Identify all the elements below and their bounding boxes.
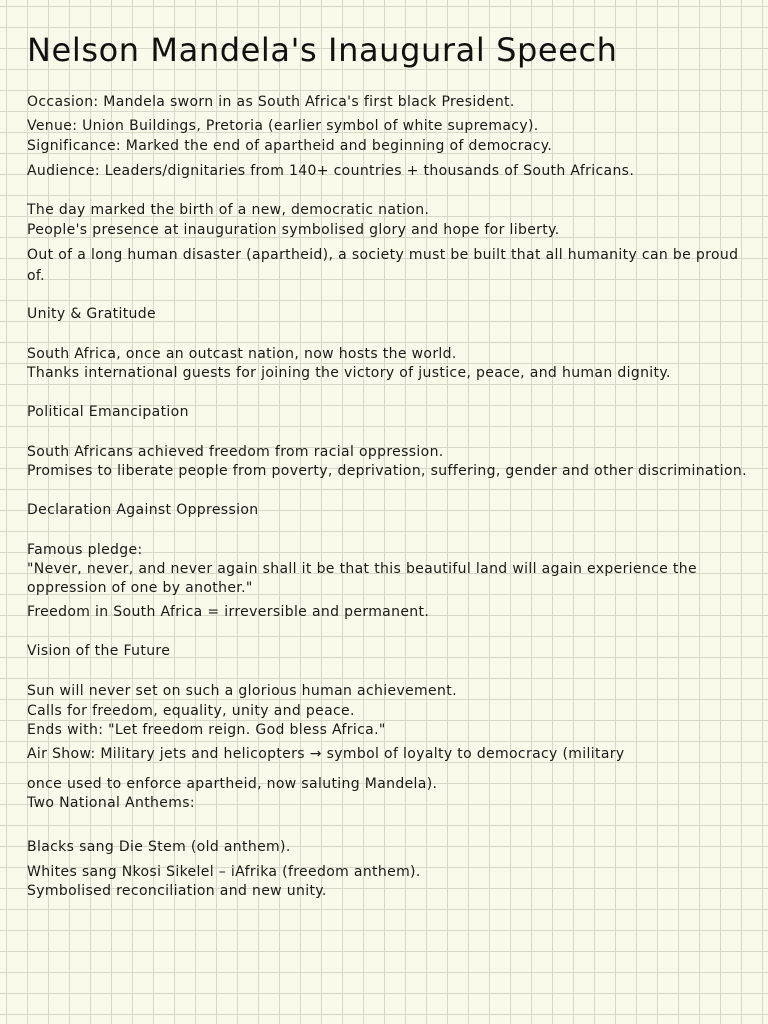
airshow-line: Air Show: Military jets and helicopters → symbol of loyalty to democracy (military	[27, 746, 625, 762]
opening-line-3: Out of a long human disaster (apartheid), a society must be built that all humanity can be proud of.	[27, 247, 739, 284]
vision-line-3: Ends with: "Let freedom reign. God bless Africa."	[27, 722, 386, 738]
venue-line: Venue: Union Buildings, Pretoria (earlier symbol of white supremacy).	[27, 118, 539, 134]
vision-line-2: Calls for freedom, equality, unity and peace.	[27, 703, 355, 719]
anthems-label: Two National Anthems:	[27, 795, 195, 811]
section-heading-unity: Unity & Gratitude	[27, 306, 156, 322]
emancipation-line-2: Promises to liberate people from poverty, deprivation, suffering, gender and other discrimination.	[27, 463, 747, 479]
pledge-label: Famous pledge:	[27, 542, 143, 558]
emancipation-line-1: South Africans achieved freedom from racial oppression.	[27, 444, 444, 460]
anthems-line-2: Whites sang Nkosi Sikelel – iAfrika (freedom anthem).	[27, 864, 421, 880]
freedom-line: Freedom in South Africa = irreversible and permanent.	[27, 604, 430, 620]
notes-page	[27, 28, 747, 901]
page-title: Nelson Mandela's Inaugural Speech	[27, 31, 618, 69]
unity-line-2: Thanks international guests for joining the victory of justice, peace, and human dignity.	[27, 365, 671, 381]
section-heading-declaration: Declaration Against Oppression	[27, 502, 259, 518]
opening-line-2: People's presence at inauguration symbolised glory and hope for liberty.	[27, 222, 560, 238]
section-heading-emancipation: Political Emancipation	[27, 404, 189, 420]
opening-line-1: The day marked the birth of a new, democratic nation.	[27, 202, 430, 218]
airshow-line-cont: once used to enforce apartheid, now saluting Mandela).	[27, 776, 438, 792]
occasion-line: Occasion: Mandela sworn in as South Africa's first black President.	[27, 94, 515, 110]
audience-line: Audience: Leaders/dignitaries from 140+ countries + thousands of South Africans.	[27, 163, 635, 179]
section-heading-vision: Vision of the Future	[27, 643, 171, 659]
significance-line: Significance: Marked the end of apartheid and beginning of democracy.	[27, 138, 553, 154]
unity-line-1: South Africa, once an outcast nation, now hosts the world.	[27, 346, 457, 362]
vision-line-1: Sun will never set on such a glorious human achievement.	[27, 683, 457, 699]
anthems-line-1: Blacks sang Die Stem (old anthem).	[27, 839, 291, 855]
pledge-quote: "Never, never, and never again shall it be that this beautiful land will again experience the oppression of one by another."	[27, 561, 697, 596]
anthems-line-3: Symbolised reconciliation and new unity.	[27, 883, 327, 899]
